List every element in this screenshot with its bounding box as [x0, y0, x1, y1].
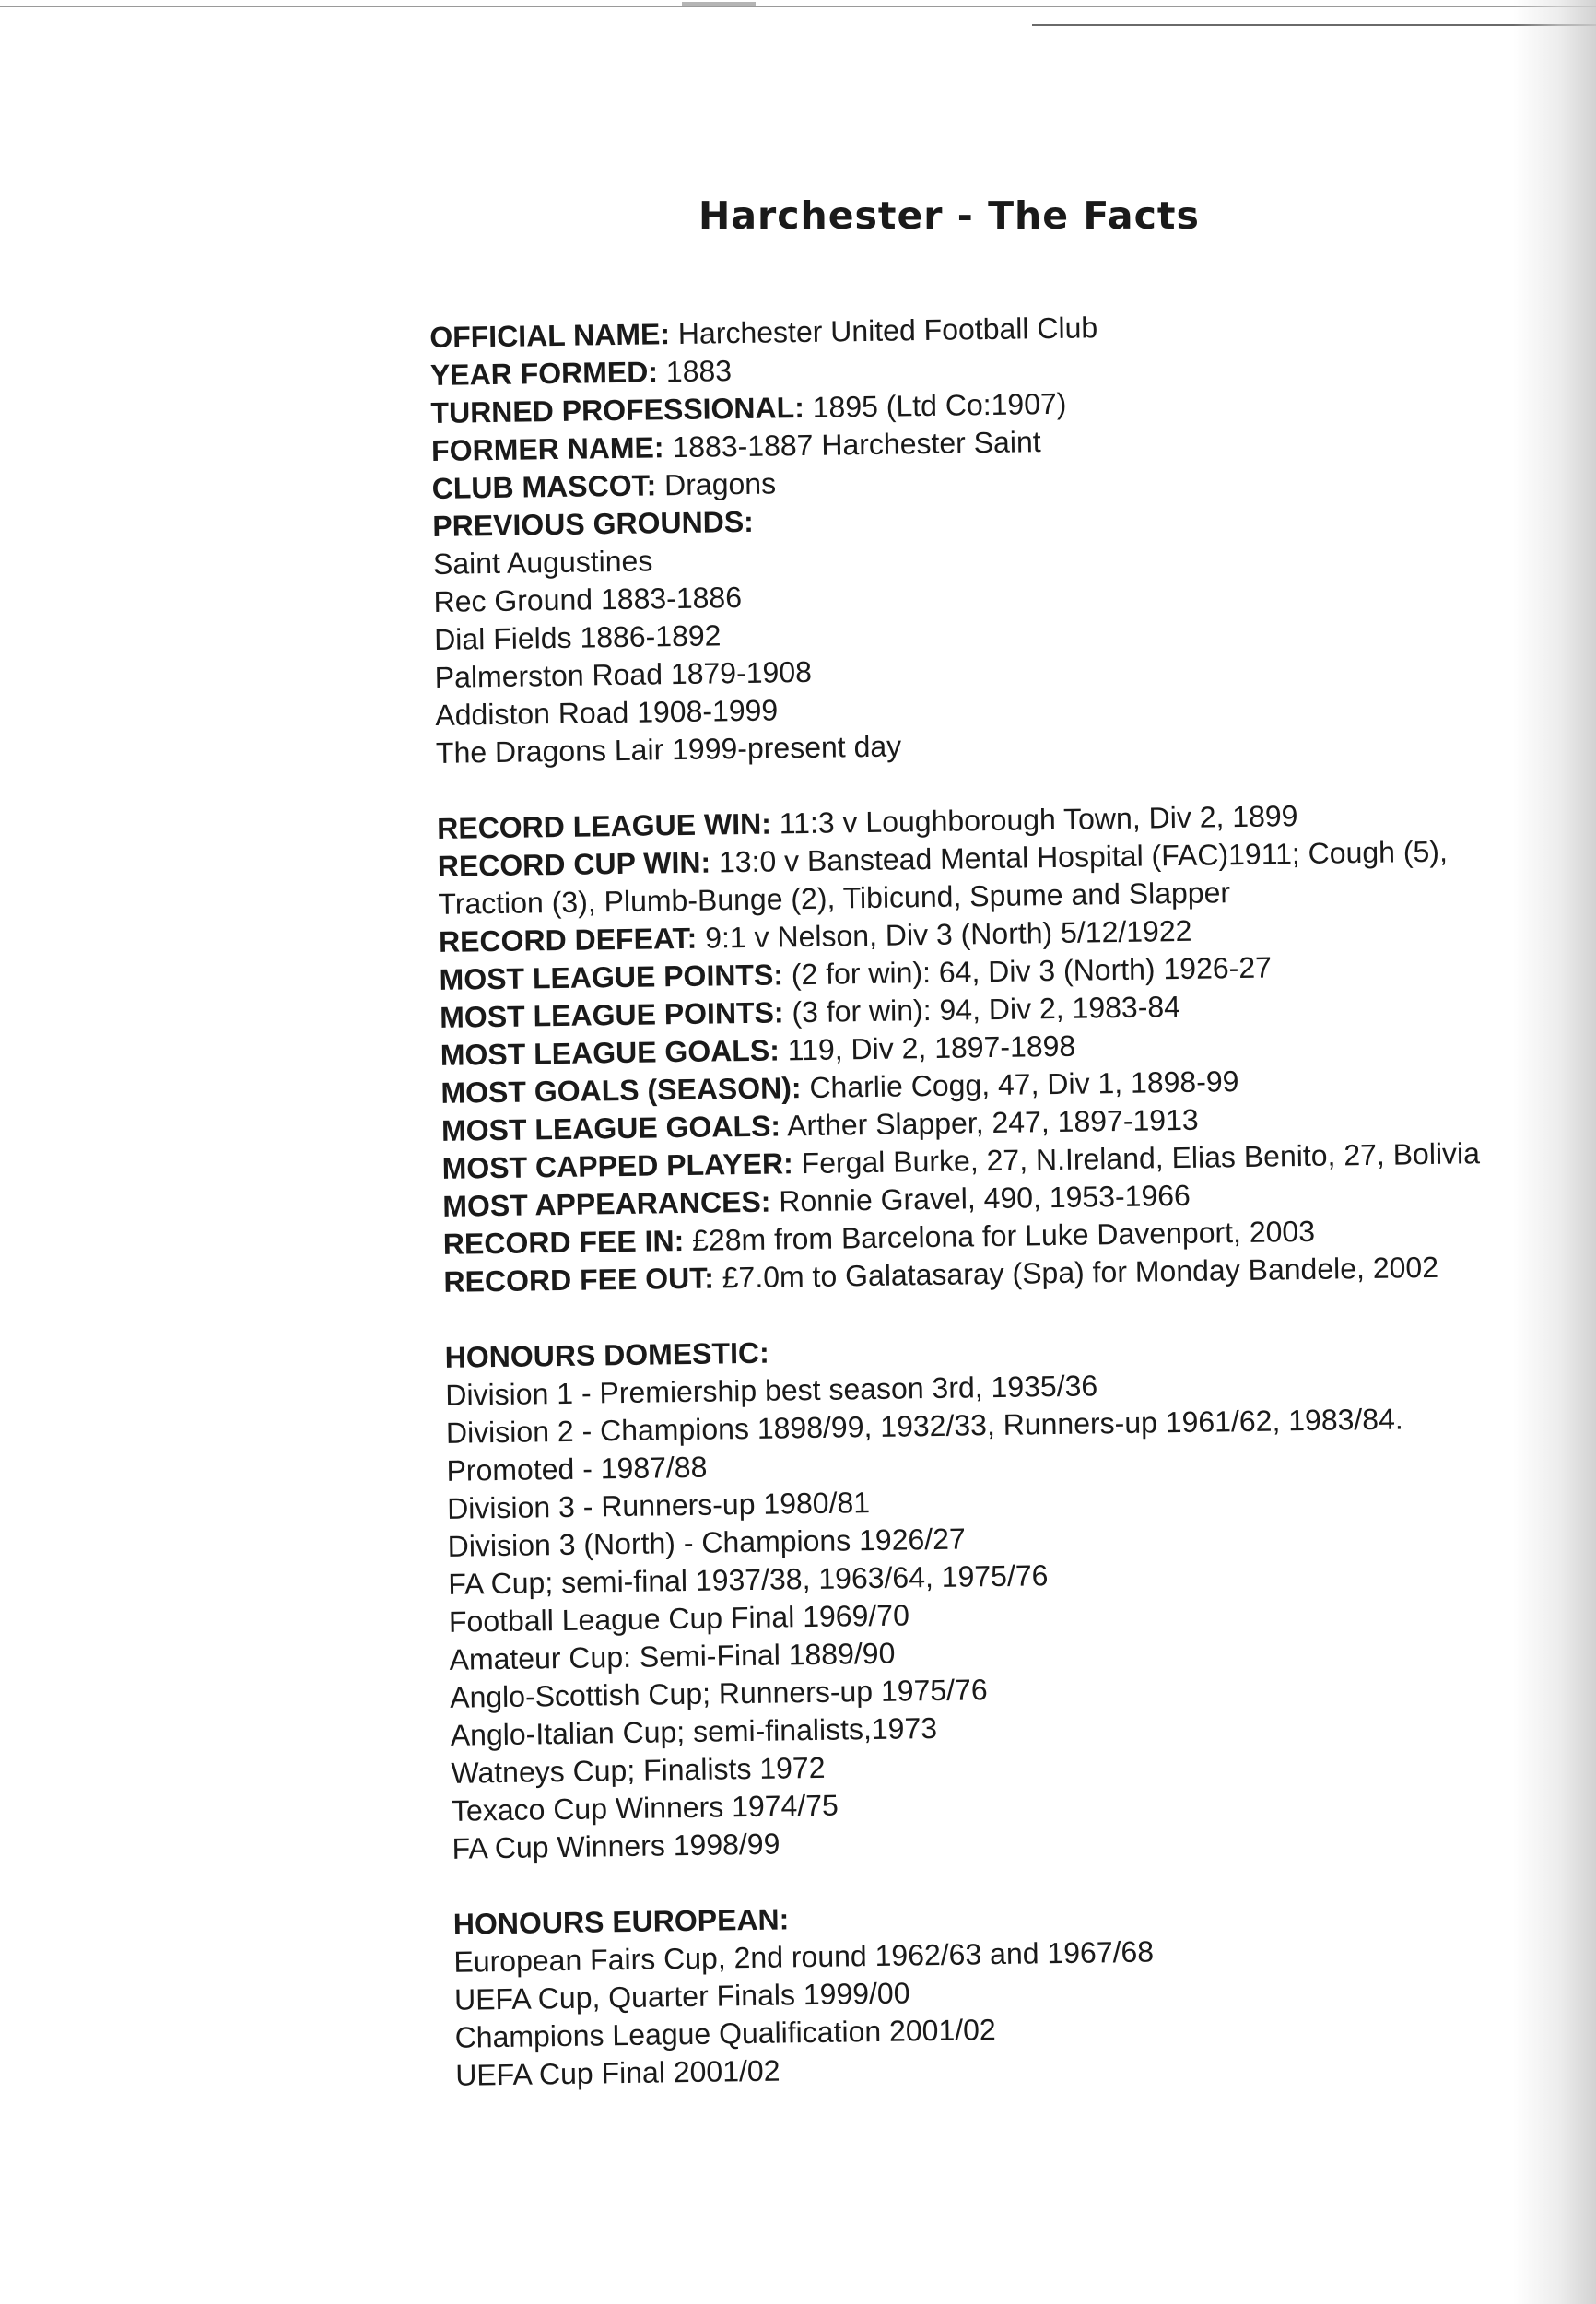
record-label: RECORD LEAGUE WIN:	[436, 806, 772, 845]
record-value: 11:3 v Loughborough Town, Div 2, 1899	[770, 799, 1298, 840]
fact-value: Dragons	[655, 466, 777, 502]
honour-item: Division 2 - Champions 1898/99, 1932/33, Runners-up 1961/62, 1983/84.	[445, 1402, 1404, 1450]
fact-label: FORMER NAME:	[430, 430, 664, 467]
record-label: RECORD CUP WIN:	[437, 845, 711, 883]
ground-item: Dial Fields 1886-1892	[433, 618, 722, 656]
record-value: 119, Div 2, 1897-1898	[779, 1029, 1076, 1067]
fact-value: 1895 (Ltd Co:1907)	[804, 386, 1067, 424]
record-value: (2 for win): 64, Div 3 (North) 1926-27	[782, 950, 1273, 992]
scan-edge-top	[0, 0, 1596, 37]
record-value: Ronnie Gravel, 490, 1953-1966	[770, 1178, 1191, 1218]
record-value: Fergal Burke, 27, N.Ireland, Elias Benito, 27, Bolivia	[792, 1136, 1481, 1181]
fact-label: TURNED PROFESSIONAL:	[430, 390, 805, 429]
record-label: MOST GOALS (SEASON):	[440, 1071, 802, 1110]
records-section	[437, 793, 1531, 1300]
ground-item: Saint Augustines	[432, 544, 653, 581]
honour-item: Division 3 - Runners-up 1980/81	[446, 1486, 871, 1525]
record-value: Charlie Cogg, 47, Div 1, 1898-99	[801, 1064, 1239, 1105]
honour-item: Football League Cup Final 1969/70	[448, 1598, 910, 1639]
ground-item: Palmerston Road 1879-1908	[434, 654, 813, 694]
record-label: RECORD DEFEAT:	[438, 921, 698, 958]
fact-value: 1883-1887 Harchester Saint	[663, 425, 1041, 464]
record-value: £7.0m to Galatasaray (Spa) for Monday Bandele, 2002	[713, 1250, 1439, 1295]
record-label: RECORD FEE IN:	[442, 1224, 685, 1261]
record-label: MOST LEAGUE POINTS:	[439, 958, 784, 996]
record-label: MOST CAPPED PLAYER:	[441, 1146, 793, 1185]
facts-document	[429, 302, 1543, 2094]
fact-value: 1883	[657, 354, 733, 389]
honour-item: Division 3 (North) - Champions 1926/27	[447, 1522, 966, 1563]
honour-item: Champions League Qualification 2001/02	[454, 2013, 996, 2054]
page-title: Harchester - The Facts	[698, 194, 1200, 238]
record-label: MOST LEAGUE POINTS:	[439, 995, 784, 1034]
club-info-section	[429, 302, 1523, 771]
record-value: (3 for win): 94, Div 2, 1983-84	[783, 989, 1181, 1029]
honour-item: European Fairs Cup, 2nd round 1962/63 and 1967/68	[453, 1934, 1155, 1979]
section-heading: HONOURS DOMESTIC:	[444, 1335, 769, 1374]
record-value: £28m from Barcelona for Luke Davenport, 2003	[683, 1214, 1316, 1258]
section-heading: HONOURS EUROPEAN:	[452, 1902, 790, 1941]
honour-item: FA Cup; semi-final 1937/38, 1963/64, 1975/76	[448, 1558, 1049, 1601]
honour-item: Anglo-Italian Cup; semi-finalists,1973	[450, 1710, 938, 1752]
record-value: 13:0 v Banstead Mental Hospital (FAC)1911; Cough (5), Traction (3), Plumb-Bunge (2), Tibicund, Spume and Slapper	[438, 834, 1449, 921]
ground-item: Rec Ground 1883-1886	[433, 581, 743, 618]
honours-european-section	[453, 1889, 1543, 2094]
fact-label: YEAR FORMED:	[429, 355, 659, 392]
honour-item: Amateur Cup: Semi-Final 1889/90	[449, 1636, 896, 1676]
record-value: Arther Slapper, 247, 1897-1913	[780, 1102, 1199, 1143]
honour-item: UEFA Cup, Quarter Finals 1999/00	[453, 1976, 910, 2016]
honour-item: FA Cup Winners 1998/99	[452, 1827, 780, 1865]
honour-item: Texaco Cup Winners 1974/75	[451, 1788, 839, 1828]
honour-item: Division 1 - Premiership best season 3rd, 1935/36	[445, 1369, 1098, 1412]
honour-item: Watneys Cup; Finalists 1972	[451, 1750, 826, 1790]
record-value: 9:1 v Nelson, Div 3 (North) 5/12/1922	[697, 913, 1192, 955]
honour-item: Promoted - 1987/88	[446, 1450, 708, 1487]
fact-label: CLUB MASCOT:	[431, 468, 657, 505]
honours-domestic-section	[444, 1322, 1539, 1867]
record-label: MOST APPEARANCES:	[442, 1184, 771, 1223]
record-label: MOST LEAGUE GOALS:	[440, 1033, 780, 1072]
ground-item: The Dragons Lair 1999-present day	[435, 729, 902, 770]
record-label: RECORD FEE OUT:	[443, 1261, 715, 1299]
record-label: MOST LEAGUE GOALS:	[440, 1109, 781, 1147]
honour-item: Anglo-Scottish Cup; Runners-up 1975/76	[449, 1673, 988, 1714]
fact-label: OFFICIAL NAME:	[429, 317, 671, 354]
fact-label: PREVIOUS GROUNDS:	[432, 504, 755, 543]
fact-value: Harchester United Football Club	[669, 311, 1098, 351]
honour-item: UEFA Cup Final 2001/02	[455, 2053, 780, 2092]
ground-item: Addiston Road 1908-1999	[435, 693, 779, 732]
